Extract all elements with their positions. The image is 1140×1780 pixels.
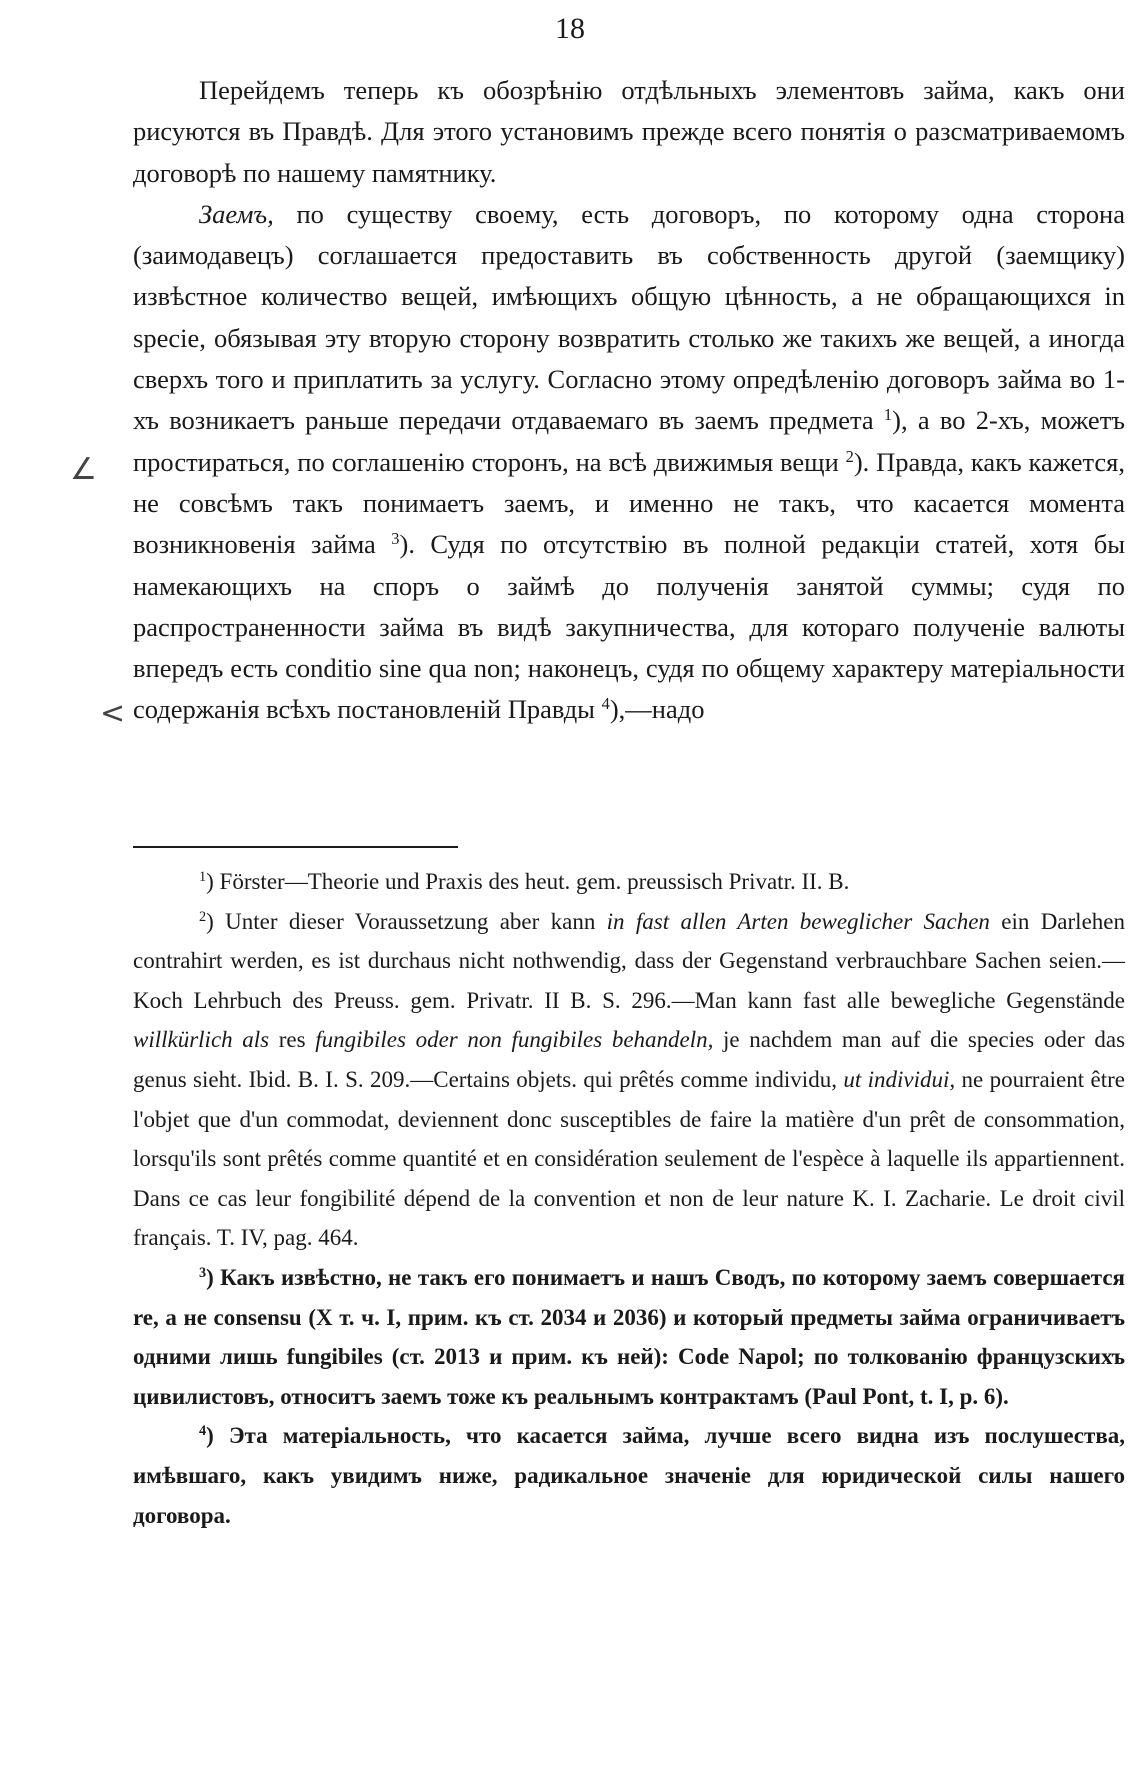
footnote-4 bbox=[133, 1416, 1125, 1535]
paragraph-2-part-e: ),—надо bbox=[609, 694, 705, 725]
paragraph-1: Перейдемъ теперь къ обозрѣнію отдѣльныхъ элементовъ займа, какъ они рисуются въ Правдѣ. Для этого установимъ прежде всего понятія о разсматриваемомъ договорѣ по нашему памятнику. bbox=[133, 75, 1125, 188]
footnote-1-number: 1 bbox=[199, 869, 207, 886]
footnote-1-text: ) Förster—Theorie und Praxis des heut. gem. preussisch Privatr. II. B. bbox=[206, 869, 850, 894]
margin-mark-less-than: < bbox=[100, 696, 126, 731]
footnote-3-number: 3 bbox=[199, 1265, 207, 1282]
footnote-2-text-b: ein Darlehen contrahirt werden, es ist durchaus nicht nothwendig, dass der Gegenstand verbrauchbare Sachen seien.—Koch Lehrbuch des Preuss. gem. Privatr. II B. S. 296.—Man kann fast alle bewegliche Gegenstände bbox=[133, 908, 1125, 1013]
footnote-divider bbox=[133, 846, 458, 848]
footnote-2-italic-2: willkürlich als bbox=[133, 1027, 270, 1053]
footnote-ref-4: 4 bbox=[601, 694, 610, 714]
footnote-3-text: ) Какъ извѣстно, не такъ его понимаетъ и нашъ Сводъ, по которому заемъ совершается re, а не consensu (X т. ч. I, прим. къ ст. 2034 и 2036) и который предметы займа ограничиваетъ одними лишь fungibiles (ст. 2013 и прим. къ ней): Code Napol; по толкованію французскихъ цивилистовъ, относитъ заемъ тоже къ реальнымъ контрактамъ (Paul Pont, t. I, p. 6). bbox=[133, 1264, 1125, 1409]
footnote-2-italic-1: in fast allen Arten beweglicher Sachen bbox=[606, 908, 990, 934]
paragraph-2 bbox=[133, 194, 1125, 731]
footnote-1 bbox=[133, 862, 1125, 902]
footnote-4-number: 4 bbox=[199, 1423, 207, 1440]
paragraph-2-part-b: ), а во 2-хъ, можетъ простираться, по соглашенію сторонъ, на всѣ движимыя вещи bbox=[133, 405, 1125, 477]
footnote-ref-1: 1 bbox=[883, 405, 893, 425]
footnote-ref-2: 2 bbox=[845, 446, 854, 466]
footnote-2-number: 2 bbox=[199, 908, 207, 925]
paragraph-2-part-c: ). Правда, какъ кажется, не совсѣмъ такъ понимаетъ заемъ, и именно не такъ, что касается момента возникновенія займа bbox=[133, 446, 1125, 560]
main-text bbox=[133, 70, 1125, 731]
footnote-2-text-c: res bbox=[269, 1027, 316, 1053]
footnote-2-text-e: ne pourraient être l'objet que d'un commodat, deviennent donc susceptibles de faire la matière d'un prêt de consommation, lorsqu'ils sont prêtés comme quantité et en considération seulement de l'espèce à laquelle ils appartiennent. Dans ce cas leur fongibilité dépend de la convention et non de leur nature K. I. Zacharie. Le droit civil français. T. IV, pag. 464. bbox=[133, 1066, 1125, 1251]
footnote-2-italic-4: ut individui, bbox=[843, 1066, 956, 1092]
footnote-ref-3: 3 bbox=[391, 529, 400, 549]
footnote-4-text: ) Эта матеріальность, что касается займа, лучше всего видна изъ послушества, имѣвшаго, какъ увидимъ ниже, радикальное значеніе для юридической силы нашего договора. bbox=[133, 1423, 1125, 1528]
footnotes bbox=[133, 862, 1125, 1535]
term-zaem: Заемъ, bbox=[199, 198, 274, 229]
margin-mark-angle: ∠ bbox=[70, 452, 97, 487]
footnote-2-text-a: ) Unter dieser Voraussetzung aber kann bbox=[206, 908, 607, 934]
footnote-2-italic-3: fungibiles oder non fungibiles behandeln, bbox=[315, 1027, 714, 1053]
page-number: 18 bbox=[555, 12, 585, 45]
footnote-2-text-d: je nachdem man auf die species oder das genus sieht. Ibid. B. I. S. 209.—Certains objets. qui prêtés comme individu, bbox=[133, 1027, 1126, 1092]
paragraph-2-part-a: по существу своему, есть договоръ, по которому одна сторона (заимодавецъ) соглашается предоставить въ собственность другой (заемщику) извѣстное количество вещей, имѣющихъ общую цѣнность, а не обращающихся in specie, обязывая эту вторую сторону возвратить столько же такихъ же вещей, а иногда сверхъ того и приплатить за услугу. Согласно этому опредѣленію договоръ займа во 1-хъ возникаетъ раньше передачи отдаваемаго въ заемъ предмета bbox=[133, 198, 1125, 436]
footnote-2 bbox=[133, 902, 1125, 1258]
paragraph-2-part-d: ). Судя по отсутствію въ полной редакціи статей, хотя бы намекающихъ на споръ о займѣ до полученія занятой суммы; судя по распространенности займа въ видѣ закупничества, для котораго полученіе валюты впередъ есть conditio sine qua non; наконецъ, судя по общему характеру матеріальности содержанія всѣхъ постановленій Правды bbox=[133, 529, 1125, 725]
footnote-3 bbox=[133, 1258, 1125, 1416]
